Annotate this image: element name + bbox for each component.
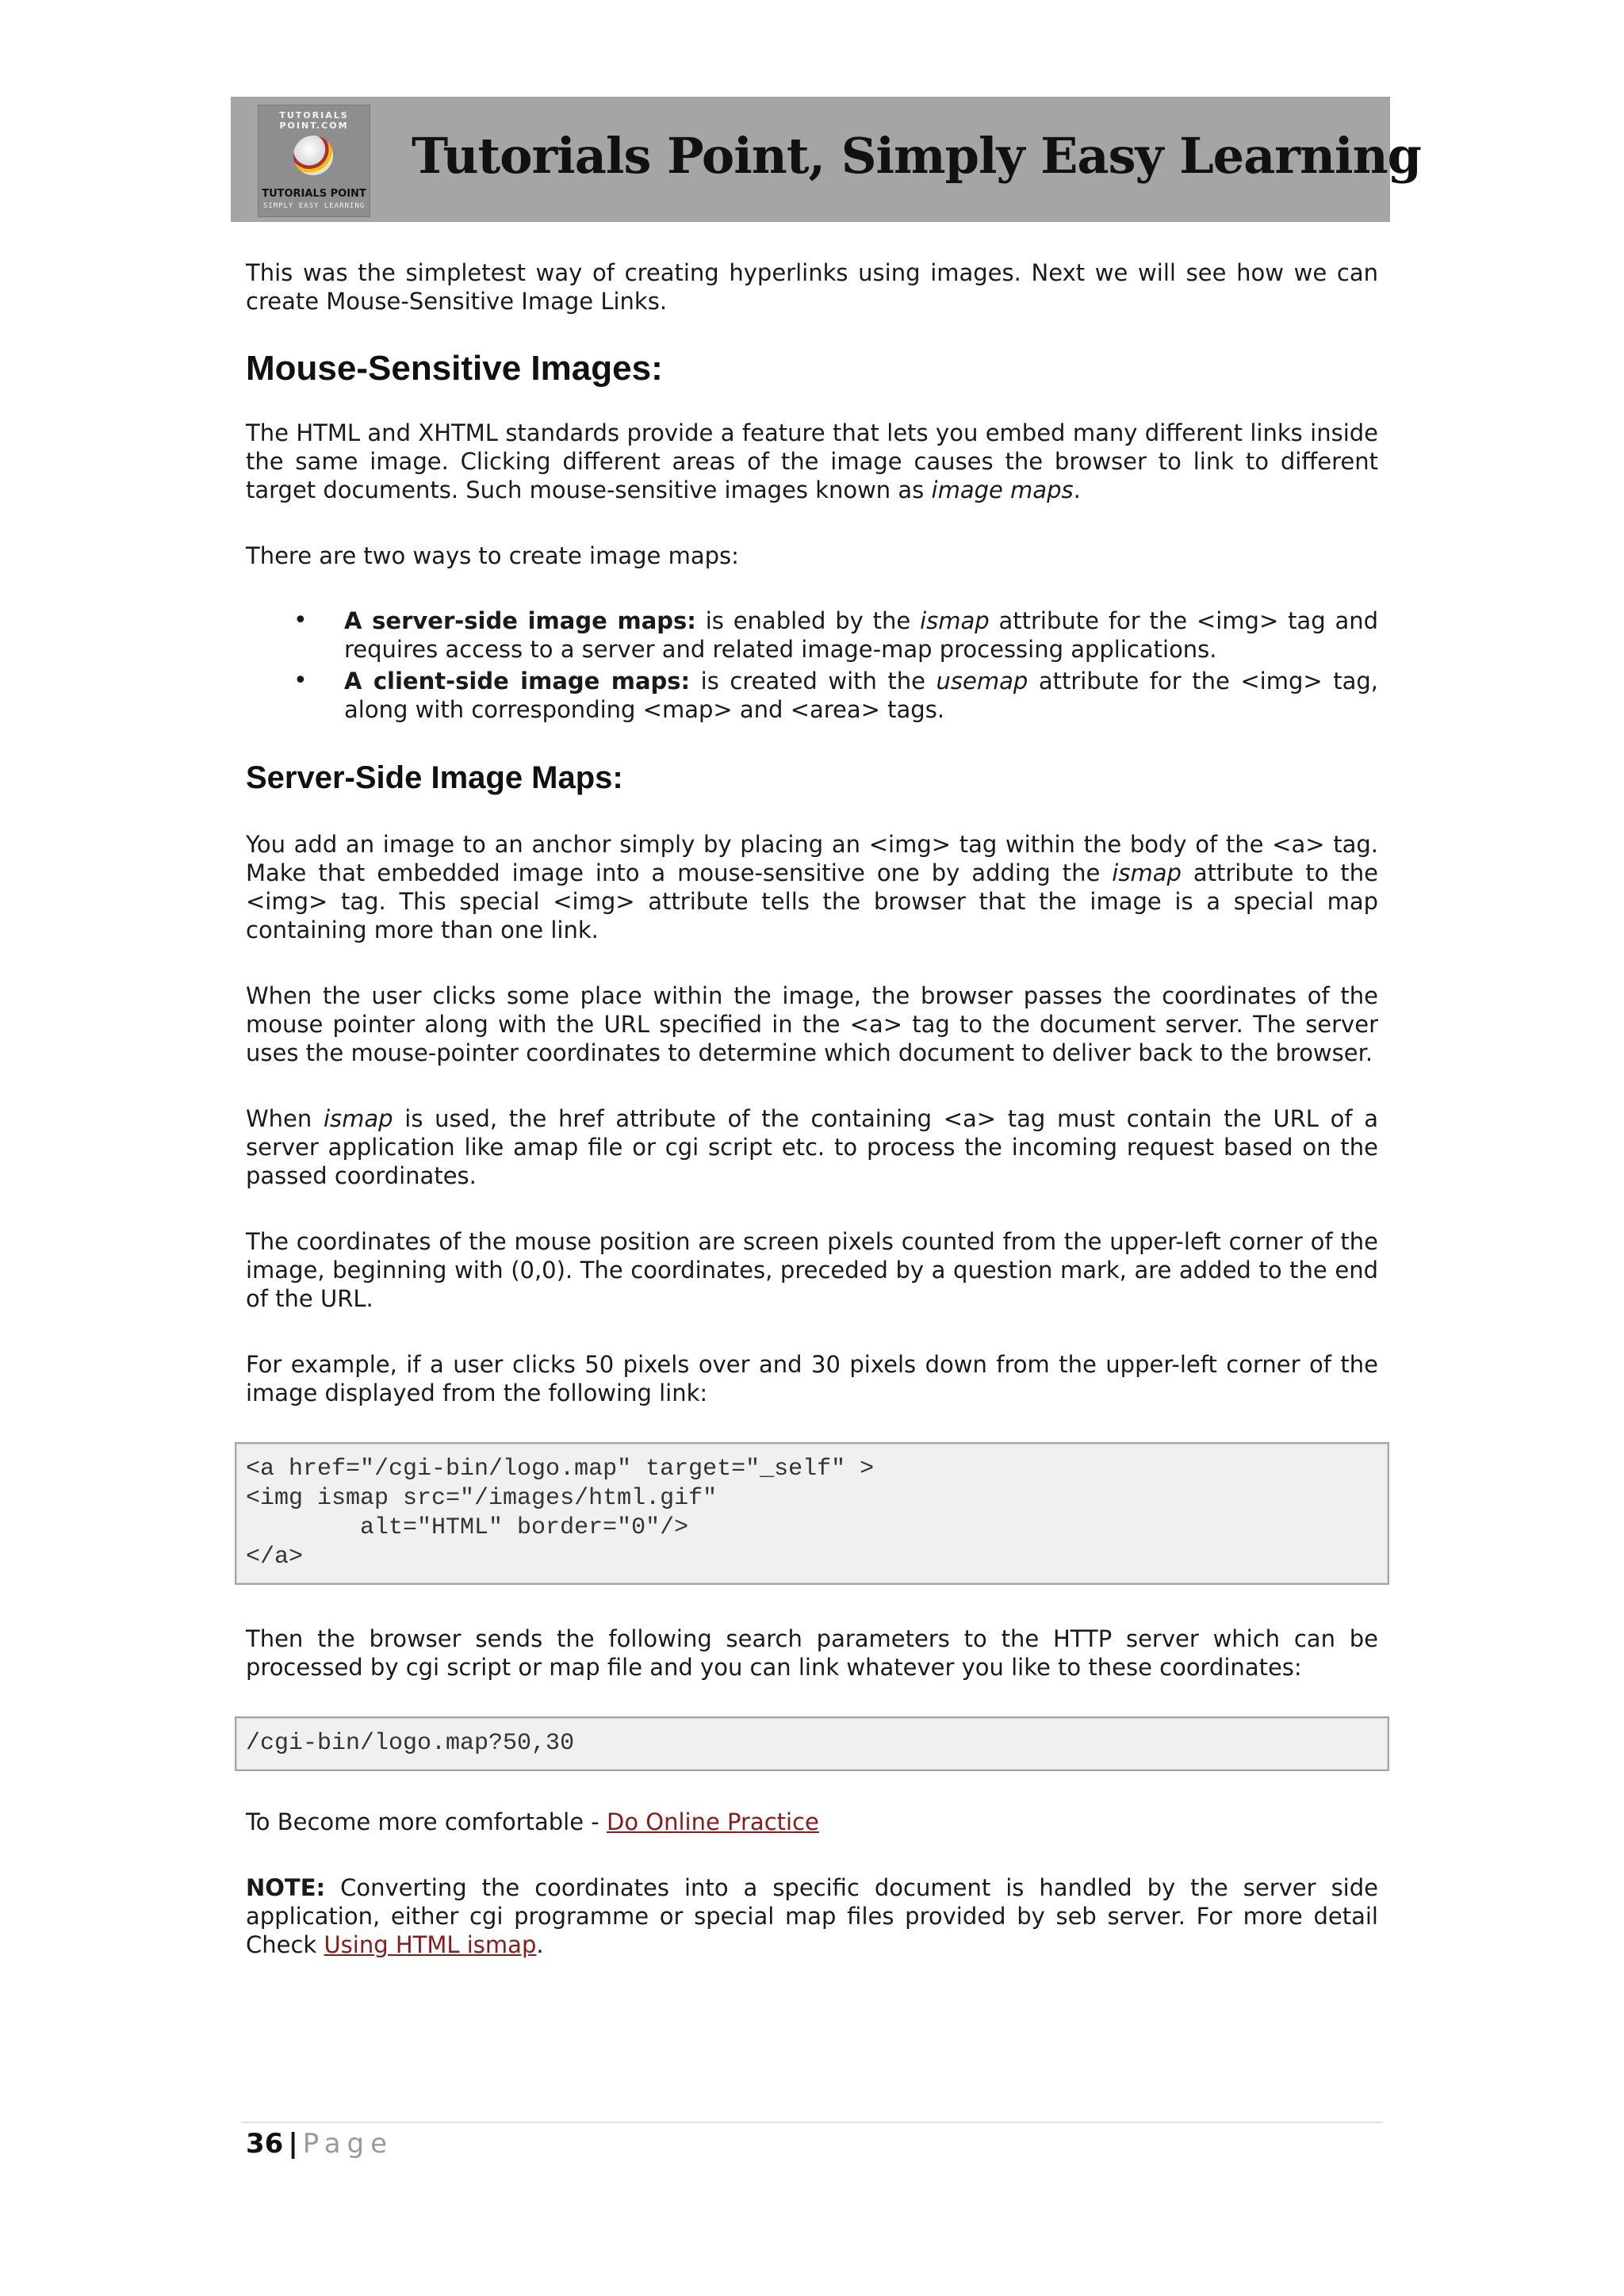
page-footer bbox=[246, 2128, 393, 2160]
logo-arc-text: TUTORIALS POINT.COM bbox=[279, 110, 349, 131]
header-title: Tutorials Point, Simply Easy Learning bbox=[412, 127, 1422, 185]
page-label: Page bbox=[302, 2128, 394, 2160]
list-item: • A client-side image maps: is created with the usemap attribute for the <img> tag, along with corresponding <map> and <area> tags. bbox=[293, 667, 1378, 723]
term-image-maps: image maps bbox=[931, 476, 1074, 503]
server-paragraph-4: The coordinates of the mouse position are screen pixels counted from the upper-left corner of the image, beginning with (0,0). The coordinates, preceded by a question mark, are added to the end of the URL. bbox=[246, 1228, 1378, 1312]
using-html-ismap-link[interactable]: Using HTML ismap bbox=[324, 1931, 537, 1958]
page-number: 36 bbox=[246, 2128, 284, 2160]
server-paragraph-3: When ismap is used, the href attribute of the containing <a> tag must contain the URL of a server application like amap file or cgi script etc. to process the incoming request based on the passed coordinates. bbox=[246, 1105, 1378, 1189]
page-content bbox=[246, 258, 1378, 1959]
code-block-query-url: /cgi-bin/logo.map?50,30 bbox=[235, 1716, 1389, 1771]
practice-line: To Become more comfortable - Do Online Practice bbox=[246, 1808, 819, 1835]
note-paragraph: NOTE: Converting the coordinates into a specific document is handled by the server side application, either cgi programme or special map files provided by seb server. For more detail Check Using HTML ismap. bbox=[246, 1874, 1378, 1958]
footer-divider bbox=[241, 2122, 1383, 2123]
footer-separator: | bbox=[288, 2128, 298, 2160]
code-block-anchor-example: <a href="/cgi-bin/logo.map" target="_self" > <img ismap src="/images/html.gif" alt="HTML" border="0"/> </a> bbox=[235, 1442, 1389, 1585]
logo-name: TUTORIALS POINT bbox=[262, 188, 366, 200]
mouse-paragraph-2: There are two ways to create image maps: bbox=[246, 542, 739, 569]
heading-mouse-sensitive-images: Mouse-Sensitive Images: bbox=[246, 349, 663, 388]
heading-server-side-image-maps: Server-Side Image Maps: bbox=[246, 760, 623, 795]
logo-tagline: SIMPLY EASY LEARNING bbox=[262, 202, 366, 210]
note-label: NOTE: bbox=[246, 1874, 326, 1901]
do-online-practice-link[interactable]: Do Online Practice bbox=[606, 1808, 819, 1835]
tutorials-point-logo bbox=[258, 105, 370, 217]
image-map-types-list bbox=[246, 607, 1378, 724]
bullet-icon: • bbox=[293, 667, 308, 695]
server-paragraph-5: For example, if a user clicks 50 pixels over and 30 pixels down from the upper-left corner of the image displayed from the following link: bbox=[246, 1351, 1378, 1406]
server-paragraph-6: Then the browser sends the following search parameters to the HTTP server which can be processed by cgi script or map file and you can link whatever you like to these coordinates: bbox=[246, 1625, 1378, 1681]
mouse-paragraph-1: The HTML and XHTML standards provide a feature that lets you embed many different links inside the same image. Clicking different areas of the image causes the browser to link to different target documents. Such mouse-sensitive images known as image maps. bbox=[246, 419, 1378, 503]
intro-paragraph: This was the simpletest way of creating hyperlinks using images. Next we will see how we can create Mouse-Sensitive Image Links. bbox=[246, 259, 1378, 315]
server-paragraph-2: When the user clicks some place within the image, the browser passes the coordinates of the mouse pointer along with the URL specified in the <a> tag to the document server. The server uses the mouse-pointer coordinates to determine which document to deliver back to the browser. bbox=[246, 982, 1378, 1066]
page-header bbox=[231, 97, 1422, 222]
server-paragraph-1: You add an image to an anchor simply by placing an <img> tag within the body of the <a> tag. Make that embedded image into a mouse-sensitive one by adding the ismap attribute to the <img> tag. This special <img> attribute tells the browser that the image is a special map containing more than one link. bbox=[246, 831, 1378, 943]
list-item: • A server-side image maps: is enabled by the ismap attribute for the <img> tag and requires access to a server and related image-map processing applications. bbox=[293, 607, 1378, 663]
bullet-icon: • bbox=[293, 607, 308, 634]
logo-globe-icon bbox=[293, 136, 333, 175]
